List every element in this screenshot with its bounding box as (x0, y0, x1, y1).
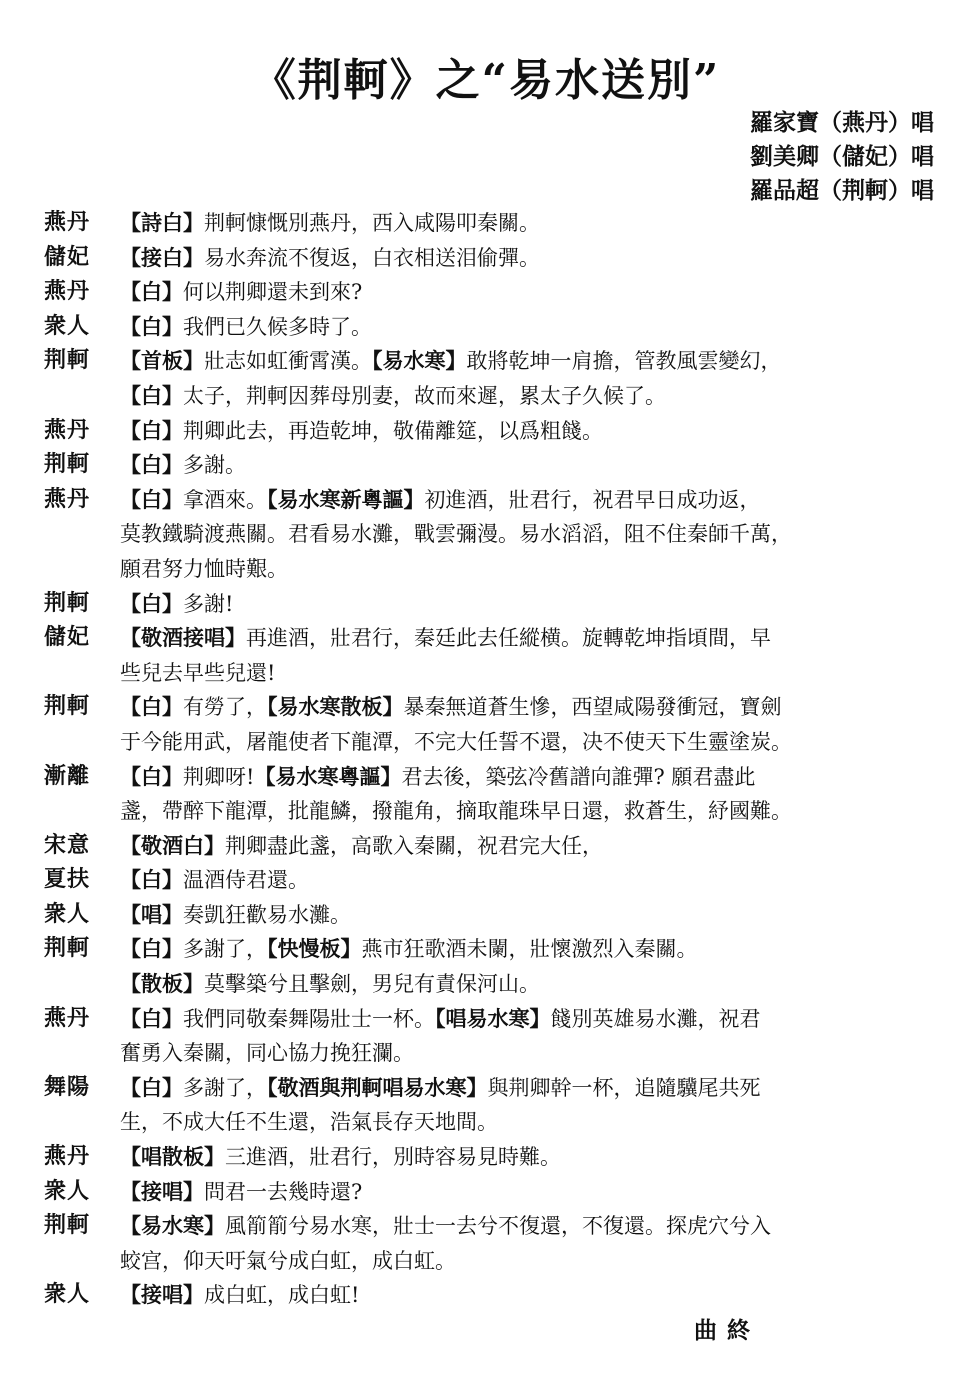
role-name: 燕丹 (44, 417, 91, 443)
dialogue-line (120, 725, 934, 760)
dialogue (120, 587, 934, 622)
cue-tag: 【散板】 (120, 972, 204, 997)
dialogue-text: 多謝! (183, 591, 234, 616)
cue-tag: 【白】 (120, 314, 183, 339)
dialogue (120, 1278, 934, 1313)
dialogue-line (120, 1002, 934, 1037)
cue-tag: 【唱】 (120, 902, 183, 927)
script-entry (44, 448, 934, 483)
dialogue-text: 温酒侍君還。 (183, 868, 309, 893)
role-name: 儲妃 (44, 244, 91, 270)
dialogue-text: 荆軻慷慨別燕丹，西入咸陽叩秦關。 (204, 211, 540, 235)
dialogue-text: 盞，帶醉下龍潭，批龍鱗，撥龍角，摘取龍珠早日還，救蒼生，紓國難。 (120, 799, 792, 824)
script-entry (44, 1209, 934, 1278)
script-entry (44, 310, 934, 345)
role-name: 燕丹 (44, 210, 91, 235)
libretto-body (44, 206, 934, 1313)
dialogue-line (120, 587, 934, 622)
dialogue-text: 成白虹，成白虹! (204, 1283, 360, 1308)
cue-tag: 【易水寒】 (120, 1214, 225, 1239)
cue-tag: 【易水寒新粵謳】 (267, 487, 425, 512)
cue-tag: 【接唱】 (120, 1283, 204, 1308)
dialogue-text: 荆卿此去，再造乾坤，敬備離筵，以爲粗餞。 (183, 418, 603, 443)
dialogue-text: 多謝了， (183, 937, 267, 962)
dialogue (120, 863, 934, 898)
dialogue (120, 1071, 934, 1140)
dialogue (120, 241, 934, 276)
dialogue-line (120, 483, 934, 518)
cue-tag: 【白】 (120, 937, 183, 962)
role-name: 儲妃 (44, 625, 91, 651)
dialogue-line (120, 690, 934, 725)
dialogue-line (120, 760, 934, 795)
dialogue-line (120, 967, 934, 1002)
dialogue-text: 我們已久候多時了。 (183, 314, 372, 339)
role-name: 燕丹 (44, 1005, 91, 1031)
script-entry (44, 932, 934, 1001)
cue-tag: 【快慢板】 (267, 937, 362, 962)
dialogue-text: 我們同敬秦舞陽壯士一杯。 (183, 1006, 435, 1031)
role-name: 荆軻 (44, 936, 91, 962)
dialogue (120, 206, 934, 241)
dialogue-line (120, 448, 934, 483)
cue-tag: 【易水寒散板】 (267, 695, 404, 720)
dialogue-line (120, 552, 934, 587)
cue-tag: 【白】 (120, 280, 183, 305)
dialogue-line (120, 414, 934, 449)
script-entry (44, 690, 934, 759)
dialogue-text: 生，不成大任不生還，浩氣長存天地間。 (120, 1110, 498, 1135)
script-entry (44, 1175, 934, 1210)
dialogue-text: 太子，荆軻因葬母別妻，故而來遲，累太子久候了。 (183, 383, 666, 408)
dialogue (120, 414, 934, 449)
dialogue-line (120, 344, 934, 379)
role-name: 衆人 (44, 1178, 91, 1204)
dialogue-text: 蛟宫，仰天吁氣兮成白虹，成白虹。 (120, 1248, 456, 1273)
cue-tag: 【白】 (120, 418, 183, 443)
role-name: 荆軻 (44, 694, 91, 720)
dialogue (120, 448, 934, 483)
cue-tag: 【敬酒與荆軻唱易水寒】 (267, 1075, 488, 1100)
dialogue-line (120, 898, 934, 933)
performer-credits (750, 106, 934, 208)
end-marker: 曲終 (694, 1318, 760, 1344)
dialogue (120, 1209, 934, 1278)
cue-tag: 【白】 (120, 591, 183, 616)
dialogue (120, 932, 934, 1001)
dialogue-text: 莫擊築兮且擊劍，男兒有責保河山。 (204, 972, 540, 997)
dialogue-text: 莫教鐵騎渡燕關。君看易水灘，戰雲彌漫。易水滔滔，阻不住秦師千萬， (120, 522, 792, 547)
dialogue-line (120, 1175, 934, 1210)
dialogue-line (120, 1244, 934, 1279)
role-name: 荆軻 (44, 452, 91, 478)
credit-line: 劉美卿（儲妃）唱 (750, 144, 934, 170)
dialogue-line (120, 1105, 934, 1140)
dialogue-line (120, 310, 934, 345)
cue-tag: 【接唱】 (120, 1179, 204, 1204)
role-name: 荆軻 (44, 348, 91, 374)
role-name: 衆人 (44, 901, 91, 927)
script-entry (44, 414, 934, 449)
dialogue-text: 有勞了， (183, 695, 267, 720)
dialogue (120, 310, 934, 345)
dialogue (120, 1175, 934, 1210)
dialogue-line (120, 379, 934, 414)
cue-tag: 【白】 (120, 695, 183, 720)
dialogue-text: 奏凱狂歡易水灘。 (183, 902, 351, 927)
dialogue (120, 898, 934, 933)
script-entry (44, 1278, 934, 1313)
dialogue-line (120, 794, 934, 829)
role-name: 舞陽 (44, 1074, 91, 1100)
cue-tag: 【敬酒接唱】 (120, 626, 246, 651)
dialogue (120, 621, 934, 690)
dialogue-text: 壯志如虹衝霄漢。 (204, 349, 372, 374)
dialogue-line (120, 1071, 934, 1106)
cue-tag: 【易水寒】 (372, 349, 467, 374)
script-entry (44, 1071, 934, 1140)
role-name: 荆軻 (44, 1213, 91, 1239)
dialogue-line (120, 1036, 934, 1071)
cue-tag: 【白】 (120, 764, 183, 789)
cue-tag: 【敬酒白】 (120, 833, 225, 858)
role-name: 燕丹 (44, 1144, 91, 1170)
dialogue-line (120, 932, 934, 967)
script-entry (44, 344, 934, 413)
cue-tag: 【易水寒粵謳】 (254, 764, 402, 789)
dialogue-line (120, 829, 934, 864)
cue-tag: 【唱易水寒】 (435, 1006, 551, 1031)
script-entry (44, 898, 934, 933)
role-name: 衆人 (44, 1282, 91, 1308)
dialogue-text: 多謝了， (183, 1075, 267, 1100)
role-name: 荆軻 (44, 590, 91, 616)
credit-line: 羅品超（荆軻）唱 (750, 178, 934, 204)
script-entry (44, 1140, 934, 1175)
dialogue (120, 483, 934, 587)
script-entry (44, 863, 934, 898)
dialogue-text: 荆卿呀! (183, 764, 255, 789)
dialogue-text: 願君努力恤時艱。 (120, 556, 288, 581)
dialogue-text: 敢將乾坤一肩擔，管教風雲變幻， (466, 349, 782, 374)
role-name: 宋意 (44, 832, 91, 858)
dialogue-line (120, 1278, 934, 1313)
dialogue (120, 829, 934, 864)
script-entry (44, 760, 934, 829)
dialogue-line (120, 863, 934, 898)
dialogue (120, 690, 934, 759)
cue-tag: 【白】 (120, 868, 183, 893)
role-name: 衆人 (44, 313, 91, 339)
dialogue (120, 1002, 934, 1071)
dialogue-text: 易水奔流不復返，白衣相送泪偷彈。 (204, 245, 540, 270)
script-entry (44, 829, 934, 864)
dialogue-line (120, 621, 934, 656)
dialogue-text: 多謝。 (183, 453, 246, 478)
cue-tag: 【唱散板】 (120, 1145, 225, 1170)
dialogue-line (120, 275, 934, 310)
dialogue-text: 君去後，築弦冷舊譜向誰彈? 願君盡此 (401, 764, 756, 789)
dialogue-text: 與荆卿幹一杯，追隨驥尾共死 (487, 1075, 761, 1100)
role-name: 夏扶 (44, 867, 91, 893)
dialogue-line (120, 206, 934, 241)
dialogue-line (120, 1140, 934, 1175)
dialogue-line (120, 517, 934, 552)
dialogue-text: 再進酒，壯君行，秦廷此去任縱横。旋轉乾坤指頃間，早 (246, 626, 771, 651)
cue-tag: 【白】 (120, 453, 183, 478)
script-entry (44, 621, 934, 690)
dialogue-text: 暴秦無道蒼生慘，西望咸陽發衝冠，寶劍 (403, 695, 782, 720)
cue-tag: 【接白】 (120, 245, 204, 270)
credit-line: 羅家寶（燕丹）唱 (750, 110, 934, 136)
dialogue-text: 風箾箾兮易水寒，壯士一去兮不復還，不復還。探虎穴兮入 (225, 1214, 771, 1239)
dialogue-line (120, 656, 934, 691)
role-name: 燕丹 (44, 486, 91, 512)
dialogue-line (120, 241, 934, 276)
role-name: 燕丹 (44, 279, 91, 305)
dialogue (120, 760, 934, 829)
cue-tag: 【首板】 (120, 349, 204, 374)
cue-tag: 【白】 (120, 1075, 183, 1100)
script-entry (44, 206, 934, 241)
dialogue-line (120, 1209, 934, 1244)
script-entry (44, 483, 934, 587)
dialogue-text: 拿酒來。 (183, 487, 267, 512)
dialogue (120, 1140, 934, 1175)
dialogue-text: 些兒去早些兒還! (120, 660, 276, 685)
script-entry (44, 275, 934, 310)
dialogue-text: 三進酒，壯君行，別時容易見時難。 (225, 1145, 561, 1170)
dialogue-text: 問君一去幾時還? (204, 1179, 363, 1204)
dialogue (120, 275, 934, 310)
cue-tag: 【詩白】 (120, 211, 204, 235)
dialogue-text: 荆卿盡此盞，高歌入秦關，祝君完大任， (225, 833, 603, 858)
dialogue-text: 奮勇入秦關，同心協力挽狂瀾。 (120, 1041, 414, 1066)
cue-tag: 【白】 (120, 487, 183, 512)
dialogue (120, 344, 934, 413)
dialogue-text: 初進酒，壯君行，祝君早日成功返， (424, 487, 761, 512)
script-entry (44, 587, 934, 622)
cue-tag: 【白】 (120, 383, 183, 408)
dialogue-text: 餞別英雄易水灘，祝君 (550, 1006, 761, 1031)
script-entry (44, 1002, 934, 1071)
script-entry (44, 241, 934, 276)
role-name: 漸離 (44, 763, 91, 789)
page-title: 《荆軻》之“易水送別” (251, 55, 721, 106)
dialogue-text: 燕市狂歌酒未闌，壯懷激烈入秦關。 (361, 937, 698, 962)
dialogue-text: 何以荆卿還未到來? (183, 280, 363, 305)
dialogue-text: 于今能用武，屠龍使者下龍潭，不完大任誓不還，决不使天下生靈塗炭。 (120, 729, 792, 754)
cue-tag: 【白】 (120, 1006, 183, 1031)
